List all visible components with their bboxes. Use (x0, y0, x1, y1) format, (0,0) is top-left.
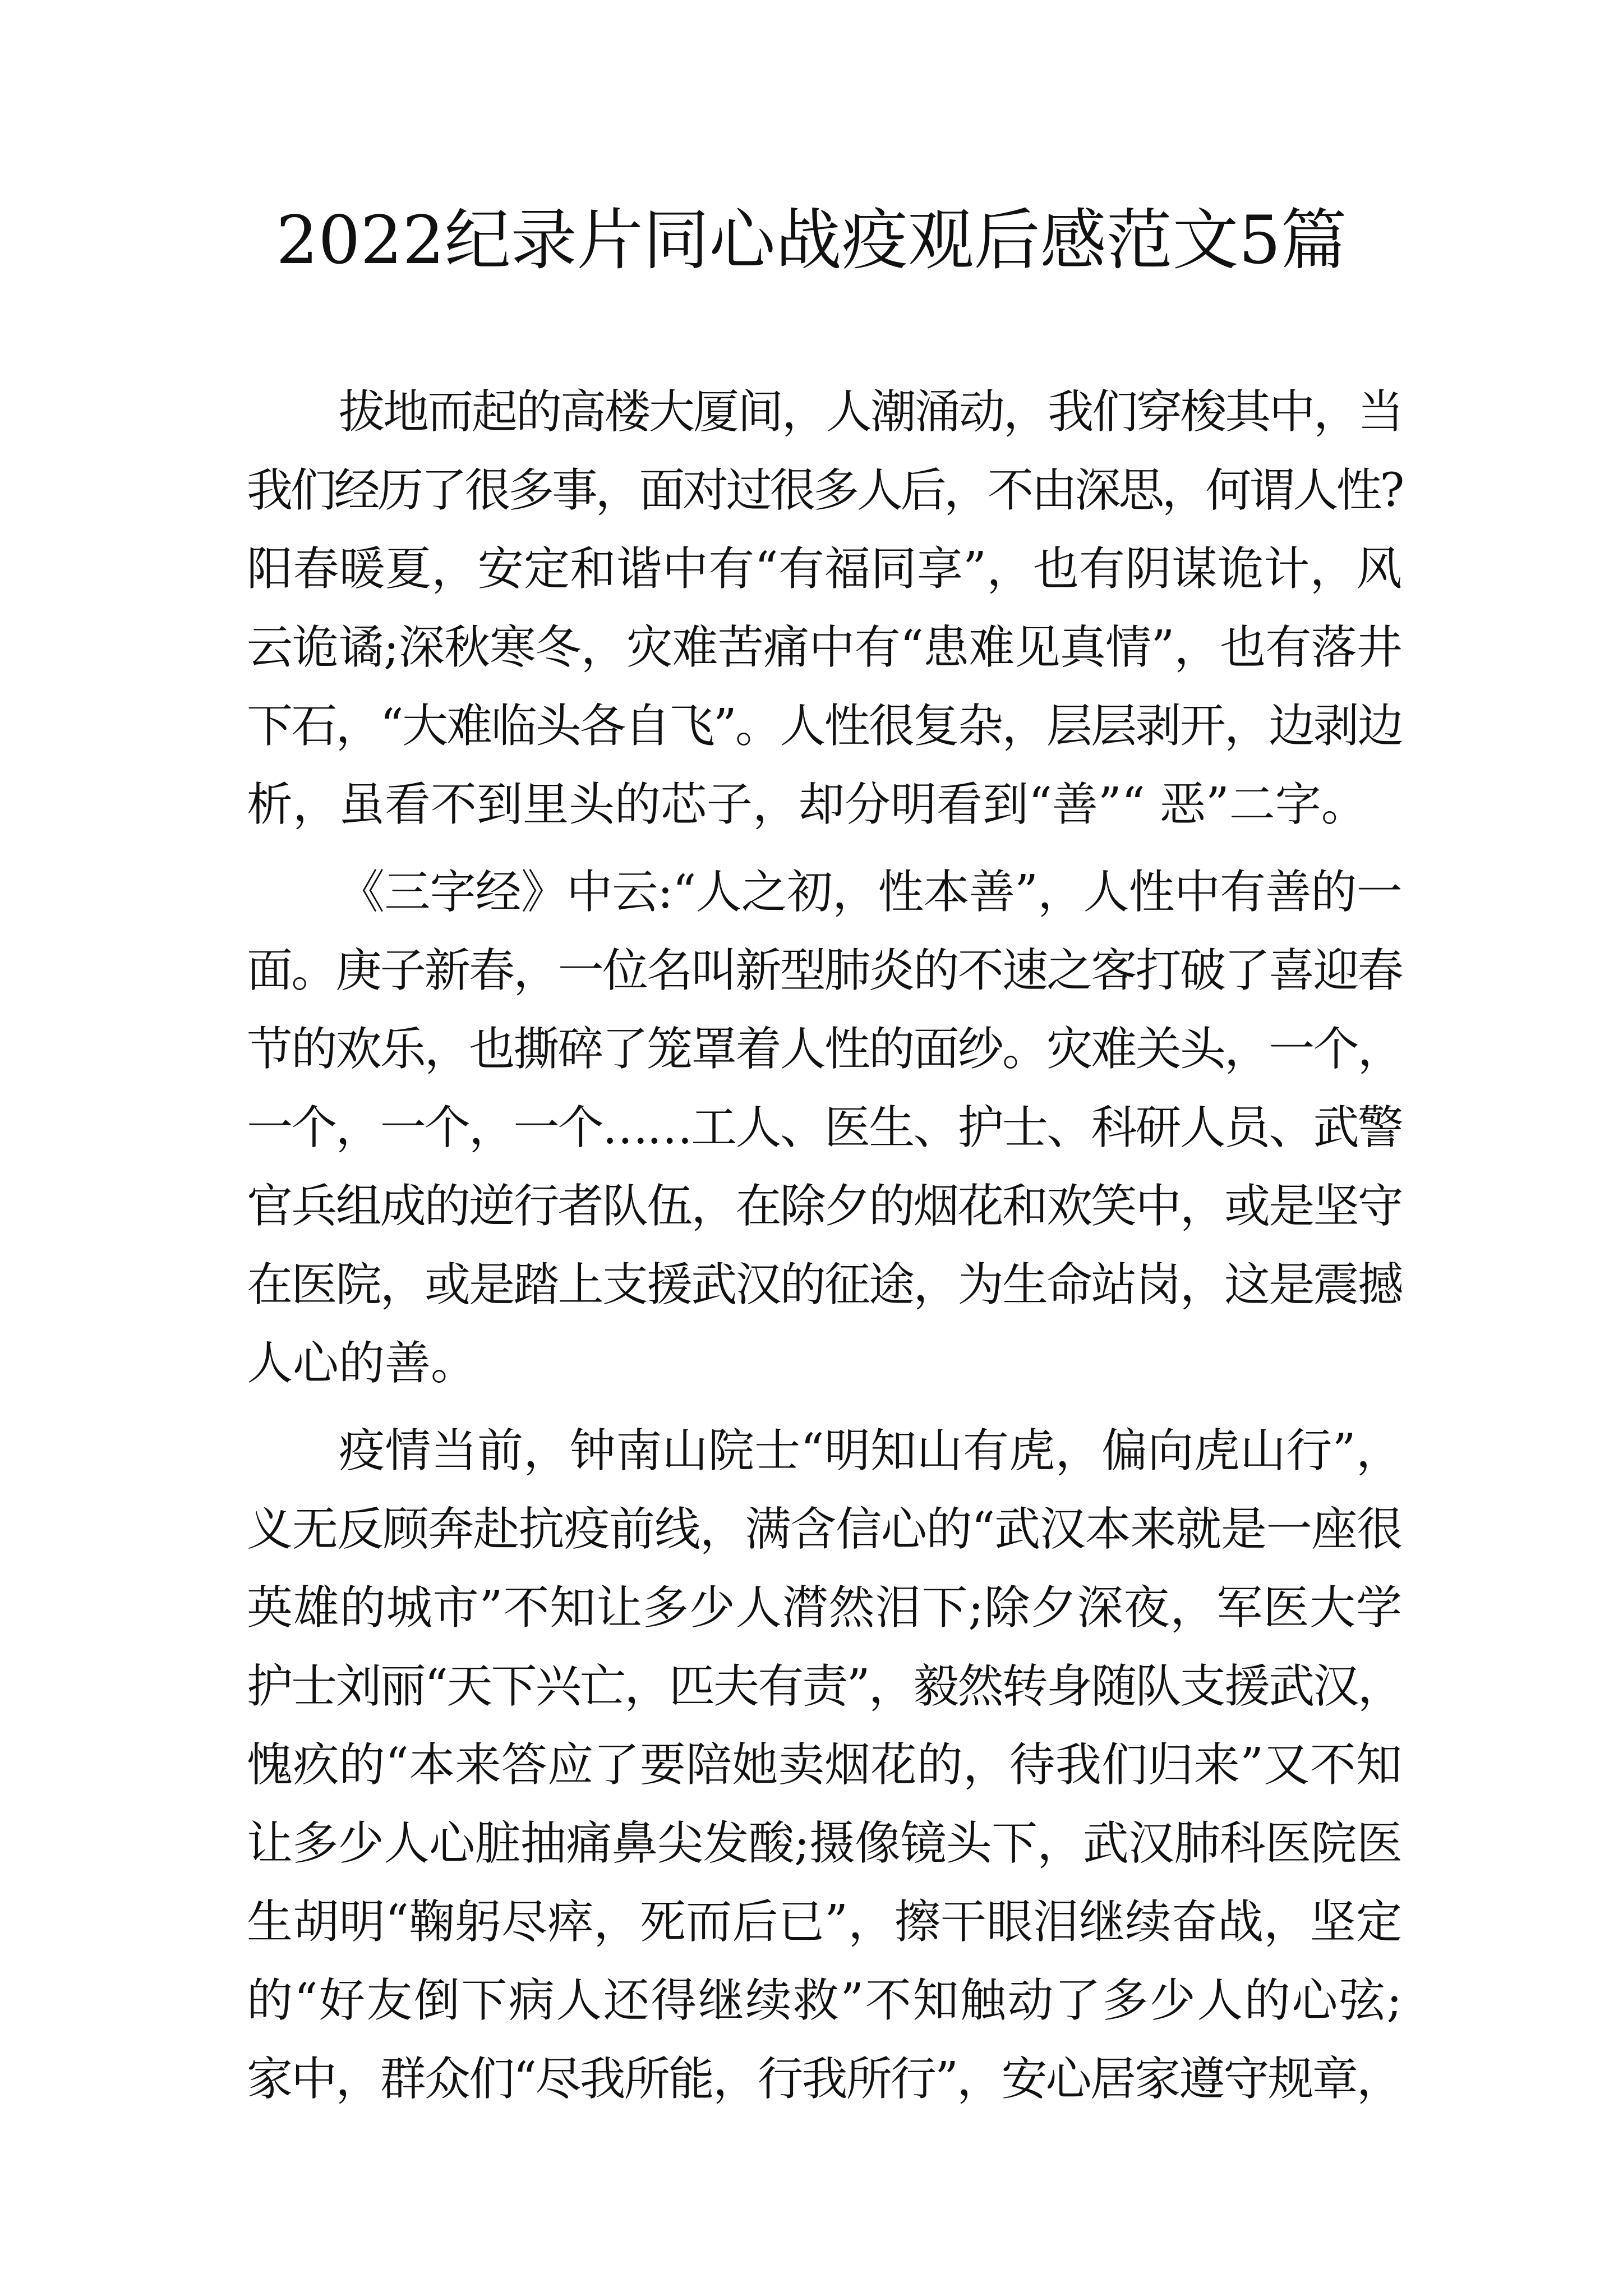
text-line: 我们经历了很多事，面对过很多人后，不由深思，何谓人性? (247, 464, 1402, 517)
text-line: 云诡谲;深秋寒冬，灾难苦痛中有“患难见真情”，也有落井 (247, 621, 1402, 674)
text-line: 让多少人心脏抽痛鼻尖发酸;摄像镜头下，武汉肺科医院医 (247, 1817, 1402, 1870)
text-line: 英雄的城市”不知让多少人潸然泪下;除夕深夜，军医大学 (247, 1581, 1402, 1635)
document-title: 2022纪录片同心战疫观后感范文5篇 (276, 201, 1347, 279)
document-body (247, 373, 1402, 2128)
text-line: 拔地而起的高楼大厦间，人潮涌动，我们穿梭其中，当 (339, 385, 1402, 439)
text-line: 析，虽看不到里头的芯子，却分明看到“善”“ 恶”二字。 (247, 778, 1367, 831)
text-line: 一个，一个，一个……工人、医生、护士、科研人员、武警 (247, 1101, 1402, 1154)
text-line: 护士刘丽“天下兴亡，匹夫有责”，毅然转身随队支援武汉， (247, 1660, 1402, 1713)
text-line: 疫情当前，钟南山院士“明知山有虎，偏向虎山行”， (339, 1424, 1402, 1478)
paragraph (247, 373, 1402, 844)
text-line: 义无反顾奔赴抗疫前线，满含信心的“武汉本来就是一座很 (247, 1503, 1402, 1556)
text-line: 节的欢乐，也撕碎了笼罩着人性的面纱。灾难关头，一个， (247, 1023, 1402, 1076)
text-line: 愧疚的“本来答应了要陪她卖烟花的，待我们归来”又不知 (247, 1738, 1402, 1792)
text-line: 《三字经》中云:“人之初，性本善”，人性中有善的一 (339, 866, 1402, 919)
text-line: 下石，“大难临头各自飞”。人性很复杂，层层剥开，边剥边 (247, 700, 1402, 753)
text-line: 官兵组成的逆行者队伍，在除夕的烟花和欢笑中，或是坚守 (247, 1180, 1402, 1233)
text-line: 阳春暖夏，安定和谐中有“有福同享”，也有阴谋诡计，风 (247, 542, 1402, 596)
text-line: 在医院，或是踏上支援武汉的征途，为生命站岗，这是震撼 (247, 1258, 1402, 1312)
paragraph (247, 1412, 1402, 2119)
paragraph (247, 853, 1402, 1403)
text-line: 家中，群众们“尽我所能，行我所行”，安心居家遵守规章， (247, 2053, 1401, 2106)
text-line: 生胡明“鞠躬尽瘁，死而后已”，擦干眼泪继续奋战，坚定 (247, 1895, 1402, 1949)
text-line: 面。庚子新春，一位名叫新型肺炎的不速之客打破了喜迎春 (247, 944, 1402, 997)
text-line: 的“好友倒下病人还得继续救”不知触动了多少人的心弦; (247, 1974, 1402, 2027)
text-line: 人心的善。 (247, 1337, 477, 1390)
